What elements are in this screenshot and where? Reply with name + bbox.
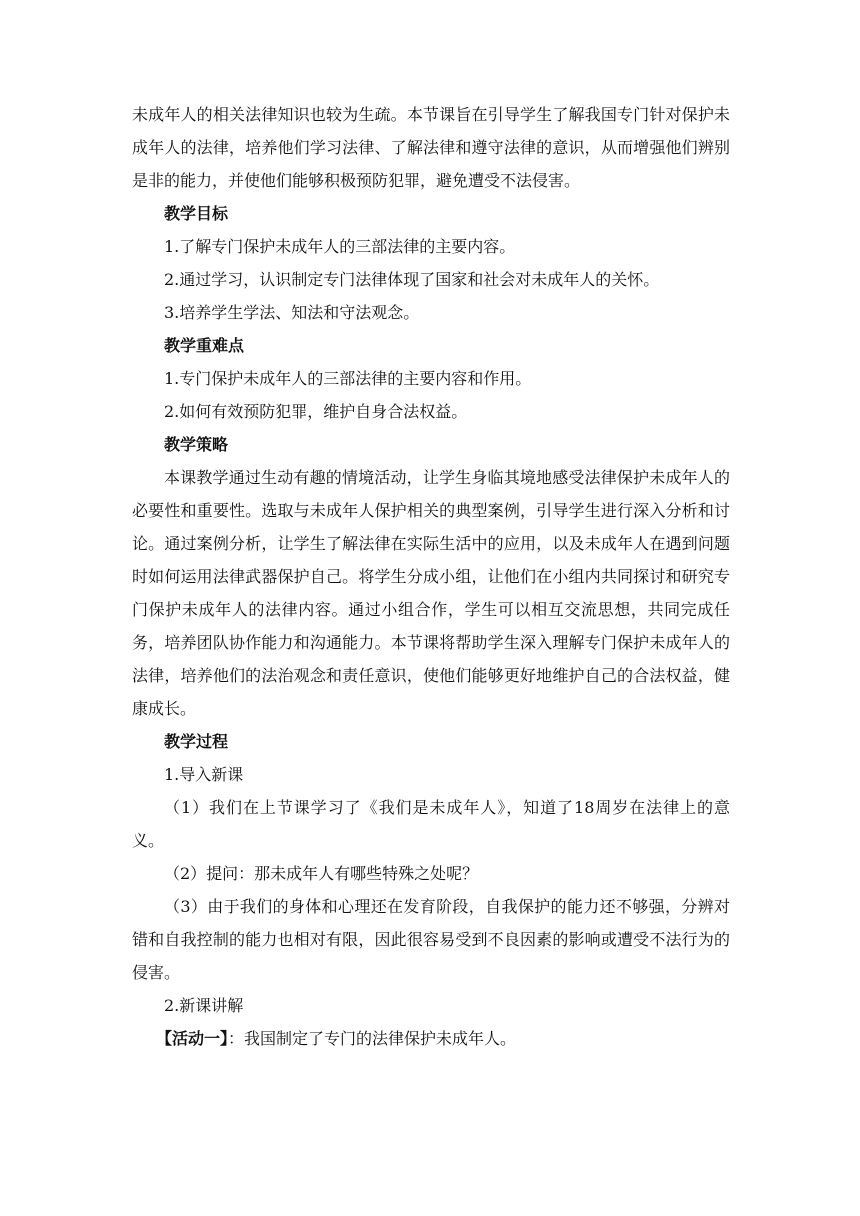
activity-text: ：我国制定了专门的法律保护未成年人。 (228, 1029, 517, 1048)
process-step-title: 2.新课讲解 (164, 996, 244, 1015)
section-heading-strategy: 教学策略 (164, 435, 229, 454)
process-step-title: 1.导入新课 (164, 765, 244, 784)
goal-item: 1.了解专门保护未成年人的三部法律的主要内容。 (164, 237, 516, 256)
section-heading-goals: 教学目标 (164, 204, 229, 223)
process-paragraph: （1）我们在上节课学习了《我们是未成年人》，知道了18周岁在法律上的意义。 (132, 798, 730, 850)
goal-item: 3.培养学生学法、知法和守法观念。 (164, 303, 420, 322)
process-paragraph: （3）由于我们的身体和心理还在发育阶段，自我保护的能力还不够强，分辨对错和自我控制的能力也相对有限，因此很容易受到不良因素的影响或遭受不法行为的侵害。 (132, 897, 730, 982)
key-point-item: 2.如何有效预防犯罪，维护自身合法权益。 (164, 402, 468, 421)
goal-item: 2.通过学习，认识制定专门法律体现了国家和社会对未成年人的关怀。 (164, 270, 660, 289)
activity-label: 【活动一】 (156, 1029, 229, 1048)
document-body (132, 98, 730, 1055)
activity-line (132, 1022, 730, 1055)
process-paragraph: （2）提问：那未成年人有哪些特殊之处呢？ (164, 864, 479, 883)
section-heading-process: 教学过程 (164, 732, 229, 751)
key-point-item: 1.专门保护未成年人的三部法律的主要内容和作用。 (164, 369, 532, 388)
section-heading-key-points: 教学重难点 (164, 336, 245, 355)
intro-paragraph: 未成年人的相关法律知识也较为生疏。本节课旨在引导学生了解我国专门针对保护未成年人的法律，培养他们学习法律、了解法律和遵守法律的意识，从而增强他们辨别是非的能力，并使他们能够积极预防犯罪，避免遭受不法侵害。 (132, 105, 730, 190)
strategy-paragraph: 本课教学通过生动有趣的情境活动，让学生身临其境地感受法律保护未成年人的必要性和重要性。选取与未成年人保护相关的典型案例，引导学生进行深入分析和讨论。通过案例分析，让学生了解法律在实际生活中的应用，以及未成年人在遇到问题时如何运用法律武器保护自己。将学生分成小组，让他们在小组内共同探讨和研究专门保护未成年人的法律内容。通过小组合作，学生可以相互交流思想，共同完成任务，培养团队协作能力和沟通能力。本节课将帮助学生深入理解专门保护未成年人的法律，培养他们的法治观念和责任意识，使他们能够更好地维护自己的合法权益，健康成长。 (132, 468, 730, 718)
